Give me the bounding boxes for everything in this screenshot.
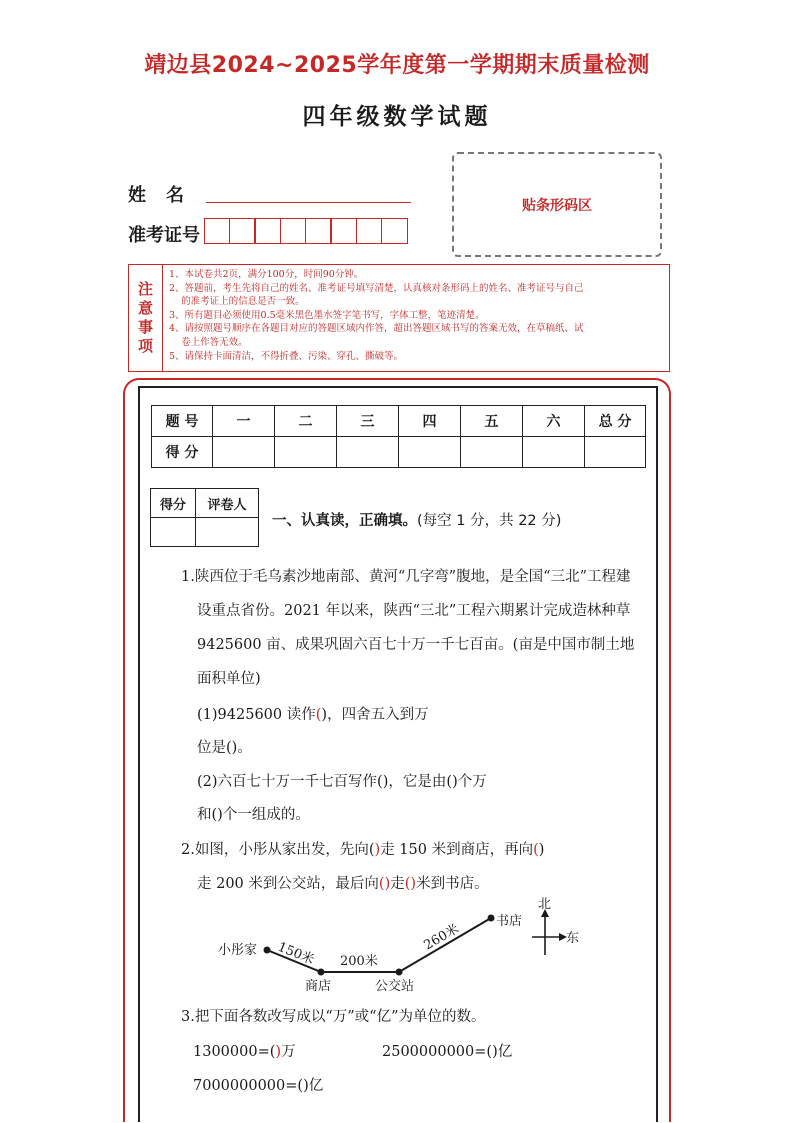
notes-heading xyxy=(129,265,163,371)
distance-label-3: 260米 xyxy=(421,921,462,954)
bookstore-label: 书店 xyxy=(496,914,523,929)
compass-east-label: 东 xyxy=(566,931,580,946)
name-field[interactable] xyxy=(206,202,411,203)
note-item: 卷上作答无效。 xyxy=(169,336,248,348)
q3-title: 3.把下面各数改写成以“万”或“亿”为单位的数。 xyxy=(181,1009,486,1025)
q2-text: 米到书店。 xyxy=(416,876,489,892)
q1-part2-text: 个一组成的。 xyxy=(222,807,310,823)
q1-part1-text: ，四舍五入到万 xyxy=(327,707,429,723)
notes-heading-char: 事 xyxy=(137,318,153,336)
notes-heading-char: 项 xyxy=(137,337,153,355)
grader-table xyxy=(150,488,259,547)
open-paren: ( xyxy=(446,774,453,790)
exam-id-box[interactable] xyxy=(305,218,332,244)
exam-id-box[interactable] xyxy=(330,218,357,244)
q1-part2 xyxy=(197,765,487,799)
score-table-header-row xyxy=(152,406,646,437)
close-paren: ) xyxy=(321,707,328,723)
score-header-cell: 六 xyxy=(523,406,585,437)
exam-id-box[interactable] xyxy=(356,218,383,244)
close-paren: ) xyxy=(538,842,545,858)
q3-unit: 亿 xyxy=(308,1078,324,1094)
note-item: 5、请保持卡面清洁，不得折叠、污染、穿孔、撕破等。 xyxy=(169,350,404,362)
exam-subtitle: 四年级数学试题 xyxy=(302,104,492,130)
close-paren: ) xyxy=(303,1078,309,1094)
q3-item xyxy=(382,1035,512,1069)
q1-line: 面积单位) xyxy=(197,671,261,687)
notes-heading-char: 意 xyxy=(137,299,153,317)
q3-number: 2500000000 xyxy=(382,1044,475,1060)
score-cell[interactable] xyxy=(275,437,337,468)
score-cell[interactable] xyxy=(213,437,275,468)
section1-heading xyxy=(272,509,561,530)
close-paren: ) xyxy=(217,807,223,823)
score-header-cell: 五 xyxy=(461,406,523,437)
q1-part1-text: 。 xyxy=(237,740,252,756)
open-paren: ( xyxy=(378,876,385,892)
close-paren: ) xyxy=(452,774,458,790)
q3-number: 7000000000 xyxy=(193,1078,286,1094)
score-header-cell: 题 号 xyxy=(152,406,213,437)
open-paren: ( xyxy=(368,842,375,858)
score-header-cell: 一 xyxy=(213,406,275,437)
open-paren: ( xyxy=(404,876,411,892)
q2-text: 走 xyxy=(390,876,405,892)
route-diagram xyxy=(205,895,605,1000)
bus-label: 公交站 xyxy=(375,979,415,994)
equals: =( xyxy=(474,1044,493,1060)
grader-score-cell[interactable] xyxy=(151,518,196,547)
q3-item xyxy=(193,1035,296,1069)
q1-line: 9425600 亩、成果巩固六百七十万一千七百亩。(亩是中国市制土地 xyxy=(197,637,635,653)
q1-part2-cont xyxy=(197,798,310,832)
notes-list xyxy=(169,268,663,363)
score-table xyxy=(151,405,646,468)
bookstore-point xyxy=(488,915,495,922)
close-paren: ) xyxy=(492,1044,498,1060)
section1-title: 一、认真读，正确填。 xyxy=(272,513,417,529)
score-cell[interactable] xyxy=(585,437,646,468)
exam-id-box[interactable] xyxy=(381,218,408,244)
score-cell[interactable] xyxy=(461,437,523,468)
shop-label: 商店 xyxy=(305,979,332,994)
equals: =( xyxy=(285,1078,304,1094)
score-header-cell: 二 xyxy=(275,406,337,437)
route-path xyxy=(267,918,491,972)
note-item: 4、请按照题号顺序在各题目对应的答题区域内作答，超出答题区域书写的答案无效，在草稿纸、试 xyxy=(169,323,584,335)
notes-heading-char: 注 xyxy=(137,280,153,298)
score-table-score-row xyxy=(152,437,646,468)
q3-unit: 亿 xyxy=(497,1044,513,1060)
exam-title: 靖边县2024~2025学年度第一学期期末质量检测 xyxy=(144,53,650,78)
note-item: 2、答题前，考生先将自己的姓名、准考证号填写清楚，认真核对条形码上的姓名、准考证号与自己 xyxy=(169,282,584,294)
distance-label-1: 150米 xyxy=(275,939,317,968)
note-item: 3、所有题目必须使用0.5毫米黑色墨水签字笔书写，字体工整，笔迹清楚。 xyxy=(169,309,485,321)
note-item: 1、本试卷共2页，满分100分，时间90分钟。 xyxy=(169,269,364,280)
exam-id-box[interactable] xyxy=(254,218,281,244)
q1-line: 设重点省份。2021 年以来，陕西“三北”工程六期累计完成造林种草 xyxy=(197,603,631,619)
q3-number: 1300000 xyxy=(193,1044,258,1060)
close-paren: ) xyxy=(382,774,389,790)
shop-point xyxy=(318,969,325,976)
q1-part1 xyxy=(197,698,429,732)
score-cell[interactable] xyxy=(399,437,461,468)
q1-part1-text: 位是 xyxy=(197,740,226,756)
exam-id-box[interactable] xyxy=(204,218,231,244)
open-paren: ( xyxy=(226,740,232,756)
compass-north-label: 北 xyxy=(538,897,552,912)
notes-box xyxy=(128,264,670,372)
q1-part1-cont xyxy=(197,731,252,765)
score-row-label: 得 分 xyxy=(152,437,213,468)
q1-part1-prompt: (1)9425600 读作 xyxy=(197,707,316,723)
open-paren: ( xyxy=(211,807,218,823)
q2-text: 走 200 米到公交站，最后向 xyxy=(197,876,379,892)
distance-label-2: 200米 xyxy=(340,954,378,969)
q2-text: 走 150 米到商店，再向 xyxy=(380,842,534,858)
score-cell[interactable] xyxy=(337,437,399,468)
q3-unit: 万 xyxy=(281,1044,296,1060)
q1-line: 1.陕西位于毛乌素沙地南部、黄河“几字弯”腹地，是全国“三北”工程建 xyxy=(181,569,631,585)
open-paren: ( xyxy=(533,842,539,858)
open-paren: ( xyxy=(315,707,322,723)
q3-item xyxy=(193,1069,323,1103)
barcode-area xyxy=(452,152,662,257)
grader-score-header: 得分 xyxy=(151,489,196,518)
note-item: 的准考证上的信息是否一致。 xyxy=(169,296,305,308)
close-paren: ) xyxy=(275,1044,282,1060)
close-paren: ) xyxy=(410,876,417,892)
home-point xyxy=(264,947,271,954)
equals: =( xyxy=(257,1044,276,1060)
bus-point xyxy=(396,969,403,976)
score-header-cell: 三 xyxy=(337,406,399,437)
close-paren: ) xyxy=(231,740,238,756)
section1-scoring: (每空 1 分，共 22 分) xyxy=(417,513,562,529)
open-paren: ( xyxy=(377,774,383,790)
close-paren: ) xyxy=(374,842,381,858)
q2-line xyxy=(181,833,544,867)
q1-part2-prompt: (2)六百七十万一千七百写作 xyxy=(197,774,378,790)
grader-name-header: 评卷人 xyxy=(196,489,259,518)
close-paren: ) xyxy=(384,876,391,892)
q1-part2-text: ，它是由 xyxy=(388,774,447,790)
exam-id-box[interactable] xyxy=(229,218,256,244)
q2-text: 2.如图，小彤从家出发，先向 xyxy=(181,842,369,858)
q1-part2-text: 和 xyxy=(197,807,212,823)
exam-id-boxes[interactable] xyxy=(205,218,408,244)
exam-id-box[interactable] xyxy=(280,218,307,244)
q1-part2-text: 个万 xyxy=(457,774,487,790)
score-header-cell: 四 xyxy=(399,406,461,437)
name-label: 姓名 xyxy=(128,185,204,206)
home-label: 小彤家 xyxy=(218,943,258,958)
score-cell[interactable] xyxy=(523,437,585,468)
score-header-cell: 总 分 xyxy=(585,406,646,437)
barcode-label: 贴条形码区 xyxy=(522,197,592,214)
grader-name-cell[interactable] xyxy=(196,518,259,547)
exam-id-label: 准考证号 xyxy=(128,225,200,246)
